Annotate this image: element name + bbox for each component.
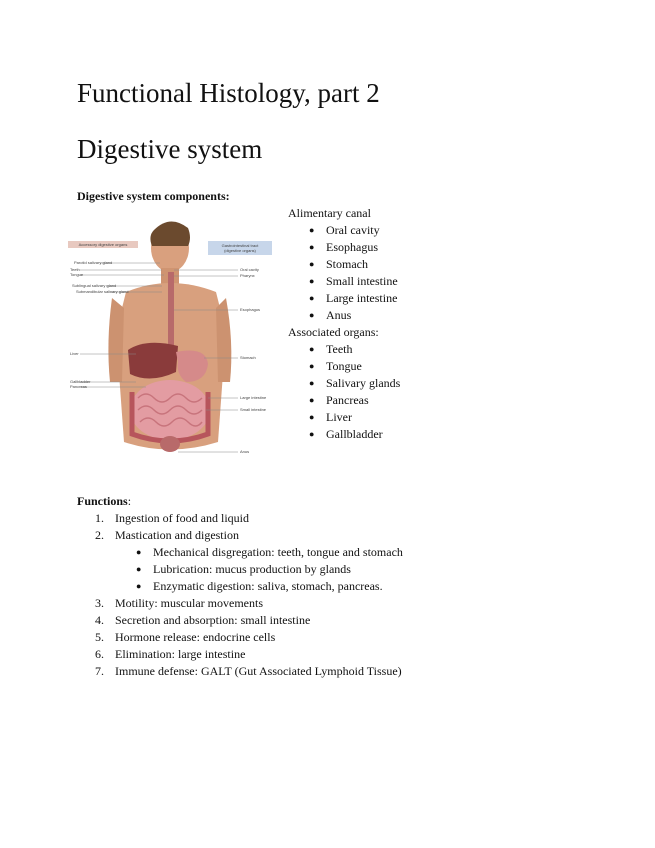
components-list [288,205,400,443]
list-item: ● Stomach [326,256,400,273]
item-text: Hormone release: endocrine cells [115,630,276,644]
figure-label-large-intestine: Large intestine [240,395,267,400]
digestive-system-figure [66,212,276,462]
figure-label-parotid: Parotid salivary gland [74,260,113,265]
torso-illustration [108,221,231,452]
list-item: ● Pancreas [326,392,400,409]
item-number: 5. [95,630,104,644]
list-item: ● Tongue [326,358,400,375]
list-item [77,629,637,646]
functions-colon: : [127,494,132,508]
digestion-sublist [115,544,637,595]
document-subtitle: Digestive system [77,134,263,164]
figure-label-stomach: Stomach [240,355,256,360]
components-heading: Digestive system components: [77,189,230,203]
list-item: ● Large intestine [326,290,400,307]
figure-label-sublingual: Sublingual salivary gland [72,283,117,288]
item-number: 4. [95,613,104,627]
figure-label-anus: Anus [240,449,250,454]
list-item [77,510,637,527]
list-item [77,646,637,663]
figure-label-teeth: Teeth [70,267,80,272]
figure-right-header-2: (digestive organs) [224,248,256,253]
figure-label-gallbladder: Gallbladder [70,379,91,384]
item-number: 2. [95,528,104,542]
figure-label-submandibular: Submandibular salivary gland [76,289,129,294]
item-number: 3. [95,596,104,610]
list-item [77,663,637,680]
list-item [77,595,637,612]
list-item [77,527,637,595]
list-item: ● Small intestine [326,273,400,290]
list-item: ● Teeth [326,341,400,358]
alimentary-heading: Alimentary canal [288,206,371,220]
item-text: Ingestion of food and liquid [115,511,249,525]
list-item: ● Enzymatic digestion: saliva, stomach, pancreas. [153,578,637,595]
list-item: ● Esophagus [326,239,400,256]
document-title: Functional Histology, part 2 [77,78,380,108]
figure-label-esophagus: Esophagus [240,307,261,312]
associated-list [288,341,400,443]
list-item: ● Gallbladder [326,426,400,443]
item-text: Motility: muscular movements [115,596,263,610]
item-number: 7. [95,664,104,678]
list-item: ● Anus [326,307,400,324]
functions-heading-line [77,493,637,510]
item-text: Immune defense: GALT (Gut Associated Lymphoid Tissue) [115,664,402,678]
item-number: 6. [95,647,104,661]
list-item: ● Salivary glands [326,375,400,392]
list-item: ● Mechanical disgregation: teeth, tongue and stomach [153,544,637,561]
figure-label-pharynx: Pharynx [240,273,255,278]
item-text: Mastication and digestion [115,528,239,542]
figure-label-small-intestine: Small intestine [240,407,267,412]
item-text: Elimination: large intestine [115,647,246,661]
list-item: ● Oral cavity [326,222,400,239]
list-item: ● Lubrication: mucus production by glands [153,561,637,578]
figure-label-liver: Liver [70,351,79,356]
alimentary-list [288,222,400,324]
functions-heading: Functions [77,494,128,508]
list-item [77,612,637,629]
figure-left-header: Accessory digestive organs [78,242,128,247]
functions-list [77,510,637,680]
list-item: ● Liver [326,409,400,426]
figure-right-header-1: Gastrointestinal tract [221,243,259,248]
figure-label-tongue: Tongue [70,272,84,277]
figure-label-oral-cavity: Oral cavity [240,267,259,272]
functions-section [77,493,637,680]
item-number: 1. [95,511,104,525]
item-text: Secretion and absorption: small intestine [115,613,311,627]
figure-label-pancreas: Pancreas [70,384,87,389]
associated-heading: Associated organs: [288,325,379,339]
